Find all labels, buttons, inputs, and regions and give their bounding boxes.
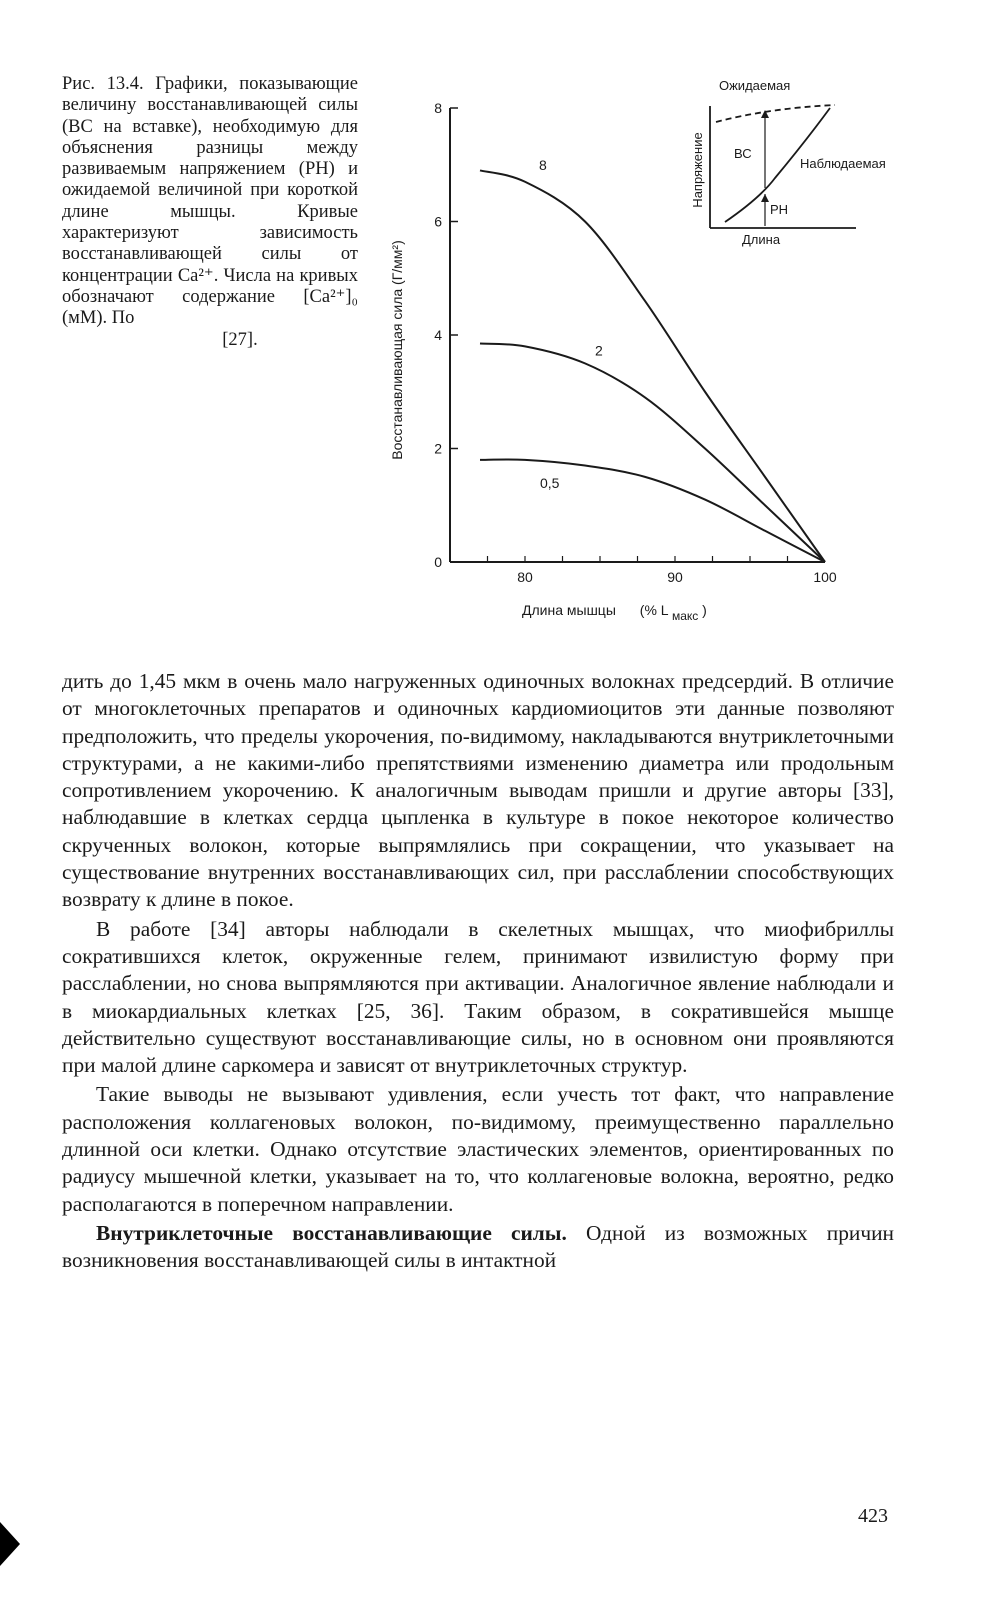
paragraph-1: дить до 1,45 мкм в очень мало нагруженных одиночных волокнах предсердий. В отличие от многоклеточных препаратов и одиночных кардиомиоцитов эти данные позволяют предположить, что пределы укорочения, по-видимому, накладываются внутриклеточными структурами, а не какими-либо препятствиями изменению диаметра или продольным сопротивлением укорочению. К аналогичным выводам пришли и другие авторы [33], наблюдавшие в клетках сердца цыпленка в культуре в покое некоторое количество скрученных волокон, которые выпрямлялись при сокращении, что указывает на существование внутренних восстанавливающих сил, при расслаблении способствующих возврату к длине в покое.: [62, 669, 894, 912]
x-axis-label-unit: (% L: [639, 602, 669, 618]
figure-13-4: [380, 70, 940, 650]
x-tick-label: 90: [667, 569, 683, 585]
page-corner-mark: [0, 1522, 20, 1566]
x-axis-label-text: Длина мышцы: [522, 602, 616, 618]
inset-chart: [690, 78, 886, 247]
page-number: 423: [858, 1505, 888, 1527]
inset-expected-label: Ожидаемая: [719, 78, 791, 93]
paragraph-4-text: Одной из возможных причин возникновения восстанавливающей силы в интактной: [62, 1220, 894, 1273]
series-line-8: [480, 170, 825, 562]
y-tick-label: 0: [434, 554, 442, 570]
caption-reference: [27].: [222, 329, 258, 350]
y-axis-label: Восстанавливающая сила (Г/мм²): [389, 240, 405, 460]
x-tick-label: 100: [813, 569, 837, 585]
series-label: 8: [539, 156, 547, 173]
main-chart: [389, 100, 837, 623]
x-axis-label-sub: макс: [671, 609, 699, 623]
y-tick-label: 8: [434, 100, 442, 116]
inset-arrow-head-bottom: [761, 194, 769, 202]
series-line-0-5: [480, 459, 825, 562]
section-heading: Внутриклеточные восстанавливающие силы.: [96, 1220, 567, 1245]
series-label: 0,5: [540, 474, 560, 491]
caption-text: Рис. 13.4. Графики, показывающие величину восстанавливающей силы (ВС на вставке), необходимую для объяснения разницы между развиваемым напряжением (РН) и ожидаемой величиной при короткой длине мышцы. Кривые характеризуют зависимость восстанавливающей силы от концентрации Ca²⁺. Числа на кривых обозначают содержание [Ca²⁺]₀ (мМ). По: [62, 74, 358, 329]
series-line-2: [480, 344, 825, 562]
inset-expected-curve: [716, 105, 835, 122]
figure-caption: [62, 74, 358, 351]
inset-y-axis-label: Напряжение: [690, 132, 705, 208]
y-tick-label: 2: [434, 440, 442, 457]
inset-developed-tension-label: РН: [770, 202, 789, 217]
series-label: 2: [595, 342, 603, 359]
x-axis-label: [522, 602, 707, 623]
inset-observed-label: Наблюдаемая: [800, 156, 886, 171]
paragraph-3: Такие выводы не вызывают удивления, если учесть тот факт, что направление расположения коллагеновых волокон, по-видимому, преимущественно параллельно длинной оси клетки. Однако отсутствие эластических элементов, ориентированных по радиусу мышечной клетки, указывает на то, что коллагеновые волокна, вероятно, редко располагаются в поперечном направлении.: [62, 1082, 894, 1216]
y-tick-label: 4: [434, 327, 442, 343]
inset-x-axis-label: Длина: [742, 232, 781, 247]
paragraph-2: В работе [34] авторы наблюдали в скелетных мышцах, что миофибриллы сократившихся клеток, окруженные гелем, принимают извилистую форму при расслаблении, но снова выпрямляются при активации. Аналогичное явление наблюдали и в миокардиальных клетках [25, 36]. Таким образом, в сократившейся мышце действительно существуют восстанавливающие силы, но в основном они проявляются при малой длине саркомера и зависят от внутриклеточных структур.: [62, 916, 894, 1078]
paragraph-4: [62, 1220, 894, 1275]
x-tick-label: 80: [517, 569, 533, 585]
y-tick-label: 6: [434, 213, 442, 230]
x-axis-label-close: ): [702, 602, 707, 618]
inset-restoring-force-label: ВС: [734, 146, 752, 161]
body-text: [62, 668, 894, 1275]
